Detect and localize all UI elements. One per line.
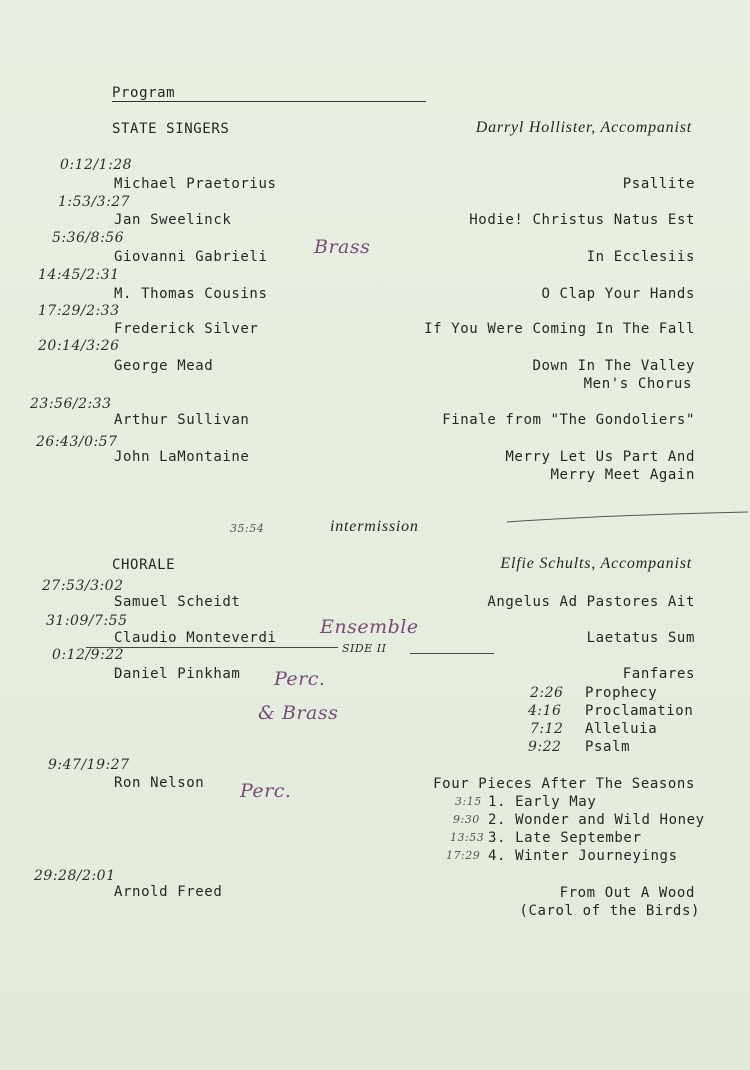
- piece-title: Finale from "The Gondoliers": [442, 412, 695, 428]
- chorale-header: CHORALE: [112, 557, 176, 573]
- piece-title: Down In The Valley: [532, 358, 695, 374]
- time-annotation: 4:16: [528, 703, 562, 719]
- composer: Daniel Pinkham: [114, 666, 241, 682]
- piece-title: Four Pieces After The Seasons: [433, 776, 695, 792]
- composer: Frederick Silver: [114, 321, 259, 337]
- movement: Prophecy: [585, 685, 658, 701]
- state-singers-header: STATE SINGERS: [112, 121, 230, 137]
- pen-stroke: [505, 508, 750, 528]
- time-annotation: 1:53/3:27: [58, 194, 131, 210]
- movement: Proclamation: [585, 703, 694, 719]
- composer: George Mead: [114, 358, 214, 374]
- movement: 2. Wonder and Wild Honey: [488, 812, 705, 828]
- composer: M. Thomas Cousins: [114, 286, 268, 302]
- composer: Samuel Scheidt: [114, 594, 241, 610]
- and-brass-annotation: & Brass: [258, 702, 339, 724]
- time-annotation: 31:09/7:55: [46, 613, 128, 629]
- piece-title: Laetatus Sum: [586, 630, 695, 646]
- time-annotation: 5:36/8:56: [52, 230, 125, 246]
- side-label: SIDE II: [342, 642, 387, 655]
- chorale-accompanist: Elfie Schults, Accompanist: [500, 555, 692, 572]
- time-annotation: 0:12/1:28: [60, 157, 133, 173]
- intermission-label: intermission: [330, 518, 419, 535]
- time-annotation: 7:12: [530, 721, 564, 737]
- piece-title: Hodie! Christus Natus Est: [469, 212, 695, 228]
- time-annotation: 13:53: [450, 831, 485, 844]
- program-label: Program: [112, 85, 176, 101]
- piece-title: Merry Let Us Part And: [505, 449, 695, 465]
- time-annotation: 23:56/2:33: [30, 396, 112, 412]
- time-annotation: 14:45/2:31: [38, 267, 120, 283]
- piece-title: Psallite: [622, 176, 695, 192]
- movement: Alleluia: [585, 721, 658, 737]
- composer: Claudio Monteverdi: [114, 630, 277, 646]
- state-singers-accompanist: Darryl Hollister, Accompanist: [475, 119, 692, 136]
- piece-title: Fanfares: [622, 666, 695, 682]
- movement: Psalm: [585, 739, 631, 755]
- time-annotation: 2:26: [530, 685, 564, 701]
- ensemble-annotation: Ensemble: [320, 616, 419, 638]
- piece-title: Angelus Ad Pastores Ait: [487, 594, 695, 610]
- time-annotation: 9:30: [453, 813, 480, 826]
- movement: 1. Early May: [488, 794, 597, 810]
- piece-title: In Ecclesiis: [586, 249, 695, 265]
- composer: Jan Sweelinck: [114, 212, 232, 228]
- movement: 3. Late September: [488, 830, 642, 846]
- time-annotation: 20:14/3:26: [38, 338, 120, 354]
- composer: Arthur Sullivan: [114, 412, 250, 428]
- time-annotation: 26:43/0:57: [36, 434, 118, 450]
- composer: Michael Praetorius: [114, 176, 277, 192]
- piece-title: From Out A Wood: [559, 885, 695, 901]
- brass-annotation: Brass: [314, 236, 371, 258]
- time-annotation: 17:29/2:33: [38, 303, 120, 319]
- piece-subtitle: (Carol of the Birds): [519, 903, 700, 919]
- side-divider-line: [410, 653, 494, 654]
- perc-annotation: Perc.: [274, 668, 326, 690]
- piece-title: O Clap Your Hands: [541, 286, 695, 302]
- piece-title-line2: Merry Meet Again: [550, 467, 695, 483]
- intermission-time: 35:54: [230, 522, 265, 535]
- composer: Ron Nelson: [114, 775, 205, 791]
- composer: John LaMontaine: [114, 449, 250, 465]
- time-annotation: 9:22: [528, 739, 562, 755]
- perc-annotation: Perc.: [240, 780, 292, 802]
- composer: Giovanni Gabrieli: [114, 249, 268, 265]
- time-annotation: 29:28/2:01: [34, 868, 116, 884]
- composer: Arnold Freed: [114, 884, 223, 900]
- movement: 4. Winter Journeyings: [488, 848, 678, 864]
- time-annotation: 0:12/9:22: [52, 647, 125, 663]
- time-annotation: 27:53/3:02: [42, 578, 124, 594]
- time-annotation: 9:47/19:27: [48, 757, 130, 773]
- program-underline: [112, 101, 426, 102]
- piece-subtitle: Men's Chorus: [583, 376, 692, 392]
- time-annotation: 17:29: [446, 849, 481, 862]
- time-annotation: 3:15: [455, 795, 482, 808]
- piece-title: If You Were Coming In The Fall: [424, 321, 695, 337]
